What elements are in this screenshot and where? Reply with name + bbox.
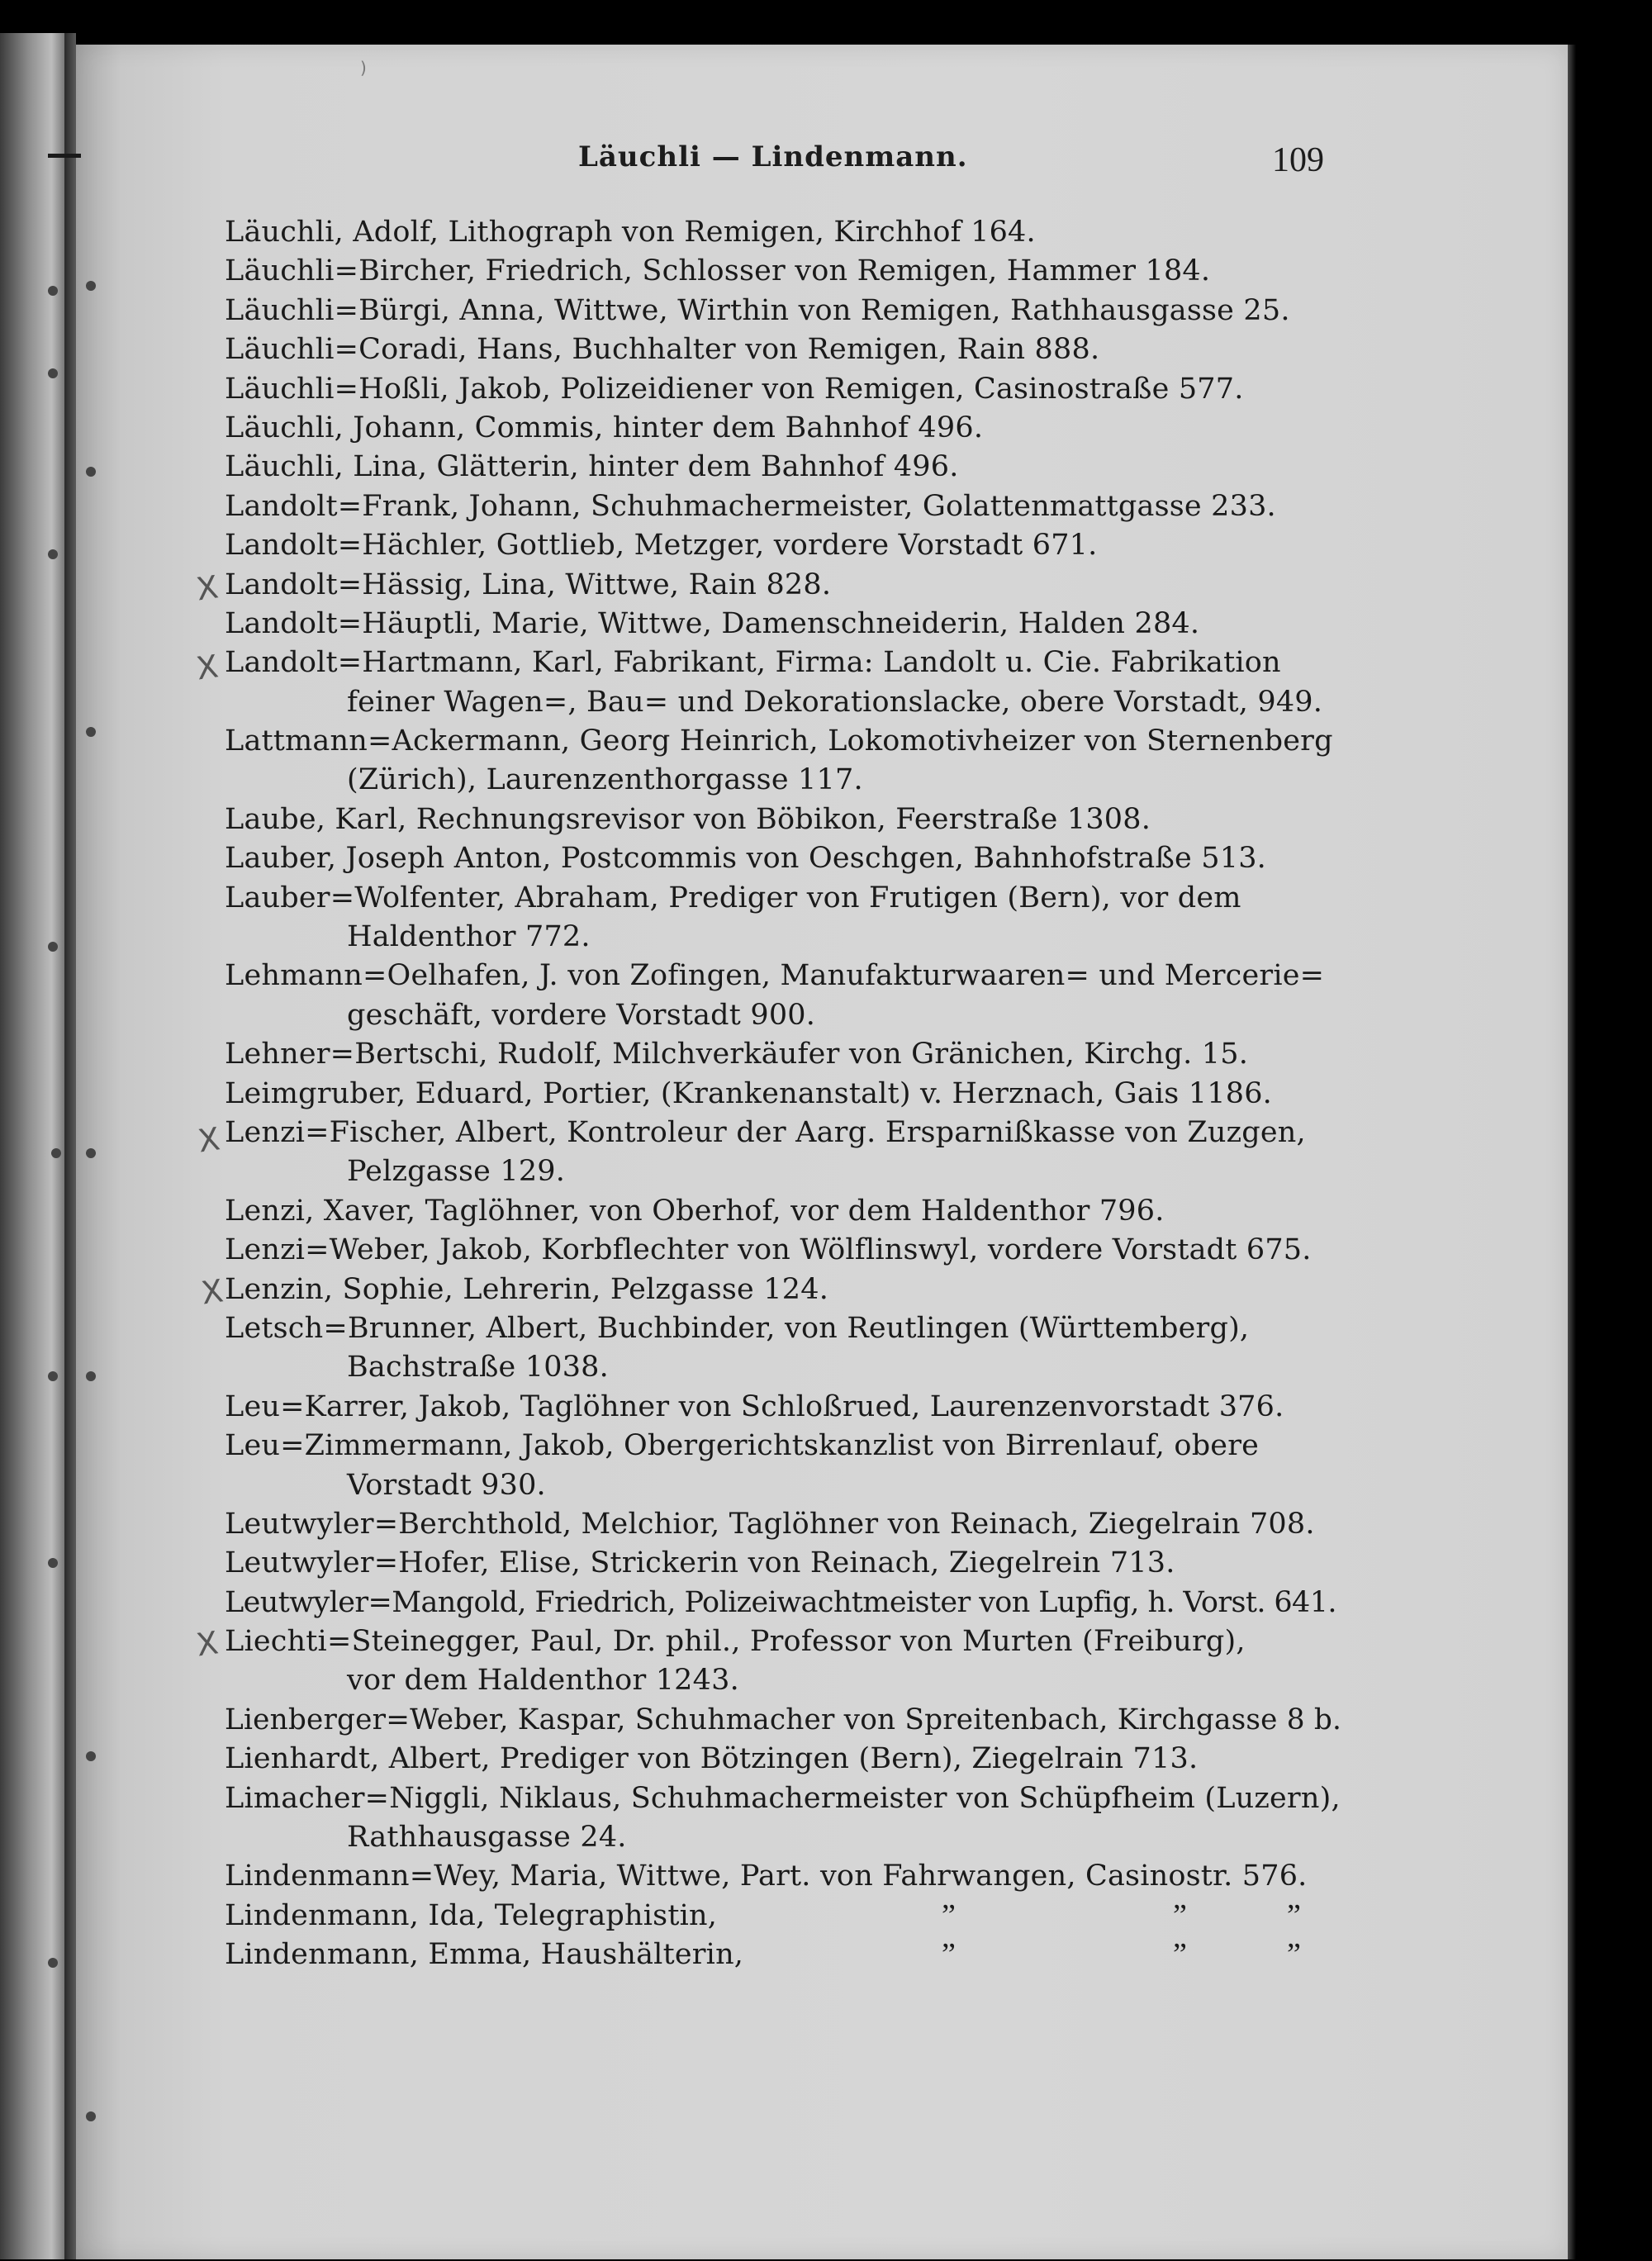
- pencil-x-mark: X: [196, 1120, 222, 1160]
- ditto-mark: ”: [942, 1898, 957, 1933]
- entry-continuation-line: geschäft, vordere Vorstadt 900.: [347, 998, 816, 1032]
- entry-line: Landolt=Häuptli, Marie, Wittwe, Damenschneiderin, Halden 284.: [225, 606, 1200, 640]
- entry-text: Lindenmann, Ida, Telegraphistin,: [225, 1898, 718, 1932]
- binding-hole: [48, 549, 58, 559]
- entry-line: Leu=Karrer, Jakob, Taglöhner von Schloßrued, Laurenzenvorstadt 376.: [225, 1389, 1284, 1423]
- entry-line: Leutwyler=Berchthold, Melchior, Taglöhner von Reinach, Ziegelrain 708.: [225, 1507, 1315, 1541]
- entry-line: Letsch=Brunner, Albert, Buchbinder, von Reutlingen (Württemberg),: [225, 1311, 1250, 1345]
- binding-hole: [48, 368, 58, 378]
- entry-line: Lindenmann=Wey, Maria, Wittwe, Part. von Fahrwangen, Casinostr. 576.: [225, 1860, 1308, 1893]
- pencil-mark: ): [360, 58, 367, 78]
- binding-hole: [48, 1958, 58, 1968]
- entry-line: Leimgruber, Eduard, Portier, (Krankenanstalt) v. Herznach, Gais 1186.: [225, 1076, 1272, 1110]
- pencil-x-mark: X: [194, 568, 221, 608]
- book-gutter: [64, 33, 76, 2259]
- entry-line: Läuchli=Hoßli, Jakob, Polizeidiener von Remigen, Casinostraße 577.: [225, 372, 1244, 406]
- entry-continuation-line: Haldenthor 772.: [347, 920, 591, 954]
- entry-line: Liechti=Steinegger, Paul, Dr. phil., Professor von Murten (Freiburg),: [225, 1625, 1246, 1659]
- binding-hole: [86, 1148, 96, 1158]
- ditto-mark: ”: [942, 1937, 957, 1973]
- entry-line: Laube, Karl, Rechnungsrevisor von Böbikon, Feerstraße 1308.: [225, 802, 1151, 836]
- binding-hole: [86, 281, 96, 291]
- entry-line: Läuchli, Johann, Commis, hinter dem Bahnhof 496.: [225, 411, 984, 444]
- entry-line: Läuchli, Lina, Glätterin, hinter dem Bahnhof 496.: [225, 450, 959, 484]
- entry-line: Leutwyler=Hofer, Elise, Strickerin von Reinach, Ziegelrein 713.: [225, 1546, 1175, 1580]
- entry-line: Landolt=Hächler, Gottlieb, Metzger, vordere Vorstadt 671.: [225, 529, 1098, 563]
- binding-hole: [48, 1371, 58, 1381]
- binding-hole: [48, 1558, 58, 1568]
- page-title: Läuchli — Lindenmann.: [578, 140, 968, 173]
- binding-hole: [48, 286, 58, 296]
- entry-line: Limacher=Niggli, Niklaus, Schuhmachermeister von Schüpfheim (Luzern),: [225, 1781, 1341, 1815]
- binding-hole: [51, 1148, 61, 1158]
- entry-line-with-ditto: [225, 1897, 1340, 1936]
- entry-line: Läuchli=Coradi, Hans, Buchhalter von Remigen, Rain 888.: [225, 333, 1100, 367]
- entry-line: Landolt=Hartmann, Karl, Fabrikant, Firma: Landolt u. Cie. Fabrikation: [225, 646, 1281, 680]
- entry-continuation-line: Pelzgasse 129.: [347, 1155, 566, 1189]
- entry-continuation-line: vor dem Haldenthor 1243.: [347, 1664, 739, 1698]
- entry-line-with-ditto: [225, 1936, 1340, 1974]
- entry-line: Läuchli=Bircher, Friedrich, Schlosser von Remigen, Hammer 184.: [225, 254, 1211, 288]
- binding-hole: [48, 942, 58, 952]
- directory-entries: [225, 213, 1340, 1975]
- facing-page-edge: [0, 33, 64, 2259]
- running-head: [0, 132, 1652, 190]
- entry-line: Lenzi=Weber, Jakob, Korbflechter von Wölflinswyl, vordere Vorstadt 675.: [225, 1233, 1312, 1267]
- pencil-x-mark: X: [194, 1624, 221, 1664]
- entry-line: Läuchli=Bürgi, Anna, Wittwe, Wirthin von Remigen, Rathhausgasse 25.: [225, 293, 1290, 327]
- binding-hole: [86, 1751, 96, 1761]
- entry-line: Lehner=Bertschi, Rudolf, Milchverkäufer von Gränichen, Kirchg. 15.: [225, 1038, 1249, 1071]
- entry-line: Lenzi, Xaver, Taglöhner, von Oberhof, vor dem Haldenthor 796.: [225, 1194, 1165, 1228]
- pencil-x-mark: X: [199, 1272, 225, 1312]
- page-edge-shadow: [1568, 45, 1576, 2259]
- entry-line: Lattmann=Ackermann, Georg Heinrich, Lokomotivheizer von Sternenberg: [225, 724, 1333, 758]
- entry-line: Lienhardt, Albert, Prediger von Bötzingen (Bern), Ziegelrain 713.: [225, 1742, 1199, 1776]
- entry-continuation-line: feiner Wagen=, Bau= und Dekorationslacke, obere Vorstadt, 949.: [347, 685, 1323, 719]
- entry-line: Lehmann=Oelhafen, J. von Zofingen, Manufakturwaaren= und Mercerie=: [225, 959, 1325, 993]
- page-number: 109: [1272, 141, 1324, 179]
- entry-line: Leutwyler=Mangold, Friedrich, Polizeiwachtmeister von Lupfig, h. Vorst. 641.: [225, 1585, 1336, 1619]
- entry-line: Lenzin, Sophie, Lehrerin, Pelzgasse 124.: [225, 1272, 829, 1306]
- pencil-x-mark: X: [194, 648, 221, 687]
- entry-line: Landolt=Frank, Johann, Schuhmachermeister, Golattenmattgasse 233.: [225, 489, 1276, 523]
- entry-line: Lauber, Joseph Anton, Postcommis von Oeschgen, Bahnhofstraße 513.: [225, 842, 1267, 876]
- binding-hole: [86, 467, 96, 477]
- entry-line: Landolt=Hässig, Lina, Wittwe, Rain 828.: [225, 568, 832, 601]
- ditto-mark: ”: [1287, 1898, 1302, 1933]
- entry-continuation-line: (Zürich), Laurenzenthorgasse 117.: [347, 763, 863, 797]
- entry-text: Lindenmann, Emma, Haushälterin,: [225, 1938, 744, 1972]
- ditto-mark: ”: [1173, 1898, 1188, 1933]
- binding-hole: [86, 2111, 96, 2121]
- binding-hole: [86, 727, 96, 737]
- entry-line: Lauber=Wolfenter, Abraham, Prediger von Frutigen (Bern), vor dem: [225, 881, 1241, 914]
- entry-continuation-line: Rathhausgasse 24.: [347, 1821, 627, 1855]
- binding-hole: [86, 1371, 96, 1381]
- ditto-mark: ”: [1173, 1937, 1188, 1973]
- entry-continuation-line: Vorstadt 930.: [347, 1468, 546, 1502]
- entry-line: Leu=Zimmermann, Jakob, Obergerichtskanzlist von Birrenlauf, obere: [225, 1429, 1260, 1463]
- entry-line: Läuchli, Adolf, Lithograph von Remigen, Kirchhof 164.: [225, 216, 1036, 249]
- ditto-mark: ”: [1287, 1937, 1302, 1973]
- entry-line: Lenzi=Fischer, Albert, Kontroleur der Aarg. Ersparnißkasse von Zuzgen,: [225, 1115, 1306, 1149]
- entry-continuation-line: Bachstraße 1038.: [347, 1351, 609, 1385]
- entry-line: Lienberger=Weber, Kaspar, Schuhmacher von Spreitenbach, Kirchgasse 8 b.: [225, 1703, 1342, 1736]
